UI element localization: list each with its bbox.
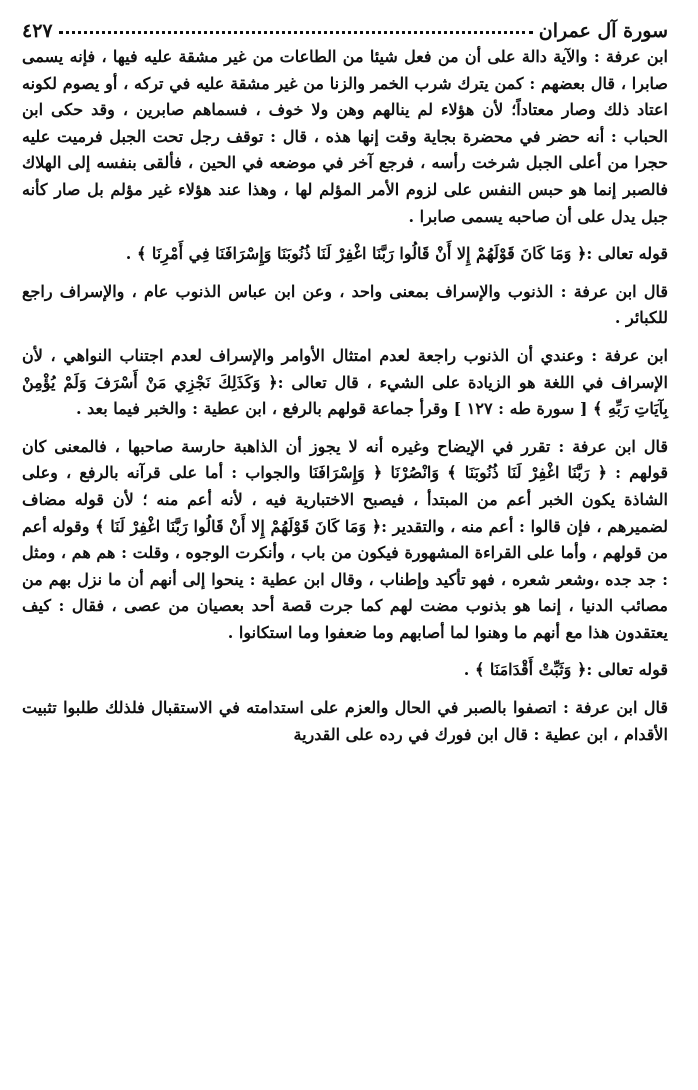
paragraph-grammar-discussion: قال ابن عرفة : تقرر في الإيضاح وغيره أنه لا يجوز أن الذاهبة حارسة صاحبها ، فالمعنى كان قولهم : ﴿ رَبَّنَا اغْفِرْ لَنَا ذُنُوبَنَا ﴾ وَانْصُرْنَا ﴿ وَإِسْرَافَنَا والجواب : أما على قرآنه بالرفع ، وعلى الشاذة يكون الخبر أعم من المبتدأ ، فيصبح الاختبارية فيه ، لأنه أعم منه ؛ لأن قوله مضاف لضميرهم ، فإن قالوا : أعم منه ، والتقدير :﴿ وَمَا كَانَ قَوْلَهُمْ إِلا أَنْ قَالُوا رَبَّنَا اغْفِرْ لَنَا ﴾ وقوله أعم من قولهم ، وأما على القراءة المشهورة فيكون من باب ، وأنكرت الوجوه ، وقلت : هم هم ، ومثل : جد جده ،وشعر شعره ، فهو تأكيد وإطناب ، وقال ابن عطية : ينحوا إلى أنهم أن ما نزل بهم من مصائب الدنيا ، إنما هو بذنوب مضت لهم كما جرت قصة أحد بعصيان من عصى ، فقال : كيف يعتقدون هذا مع أنهم ما وهنوا لما أصابهم وما ضعفوا وما استكانوا . xyxy=(22,436,669,642)
paragraph-verse-steadfast: قوله تعالى :﴿ وَثَبِّتْ أَقْدَامَنَا ﴾ . xyxy=(463,660,668,680)
paragraph-verse-forgiveness: قوله تعالى :﴿ وَمَا كَانَ قَوْلَهُمْ إِلا أَنْ قَالُوا رَبَّنَا اغْفِرْ لَنَا ذُنُوبَنَا وَإِسْرَافَنَا فِي أَمْرِنَا ﴾ . xyxy=(125,244,668,264)
page-body xyxy=(22,44,668,748)
paragraph-patience-explanation: ابن عرفة : والآية دالة على أن من فعل شيئا من الطاعات من غير مشقة عليه فيها ، فإنه يسمى صابرا ، قال بعضهم : كمن يترك شرب الخمر والزنا من غير مشقة عليه في تركه ، أو يصوم لكونه اعتاد ذلك وصار معتاداً؛ لأن هؤلاء لم ينالهم وهن ولا خوف ، فسماهم صابرين ، وقد حكى ابن الحباب : أنه حضر في محضرة بجاية وقت إنها هذه ، قال : توقف رجل تحت الجبل فرميت عليه حجرا من أعلى الجبل شرخت رأسه ، فرجع آخر في موضعه في الحين ، فألقى بنفسه إلى الهلاك فالصبر إنما هو حبس النفس على لزوم الأمر المؤلم لها ، وهذا عند هؤلاء غير مؤلم بل صار كأنه جبل يدل على أن صاحبه يسمى صابرا . xyxy=(22,47,668,226)
running-header xyxy=(22,4,668,42)
header-dotted-rule xyxy=(59,31,533,34)
paragraph-sins-and-excess: قال ابن عرفة : الذنوب والإسراف بمعنى واحد ، وعن ابن عباس الذنوب عام ، والإسراف راجع للكبائر . xyxy=(22,281,668,328)
paragraph-commentary-ibn-arafa: ابن عرفة : وعندي أن الذنوب راجعة لعدم امتثال الأوامر والإسراف لعدم اجتناب النواهي ، لأن الإسراف في اللغة هو الزيادة على الشيء ، قال تعالى :﴿ وَكَذَلِكَ نَجْزِي مَنْ أَسْرَفَ وَلَمْ يُؤْمِنْ بِآيَاتِ رَبِّهِ ﴾ [ سورة طه : ١٢٧ ] وقرأ جماعة قولهم بالرفع ، ابن عطية : والخبر فيما بعد . xyxy=(22,345,668,419)
page-number: ٤٢٧ xyxy=(22,20,53,42)
surah-title: سورة آل عمران xyxy=(538,20,668,42)
paragraph-final-commentary: قال ابن عرفة : اتصفوا بالصبر في الحال والعزم على استدامته في الاستقبال فلذلك طلبوا تثبيت الأقدام ، ابن عطية : قال ابن فورك في رده على القدرية xyxy=(22,698,668,744)
